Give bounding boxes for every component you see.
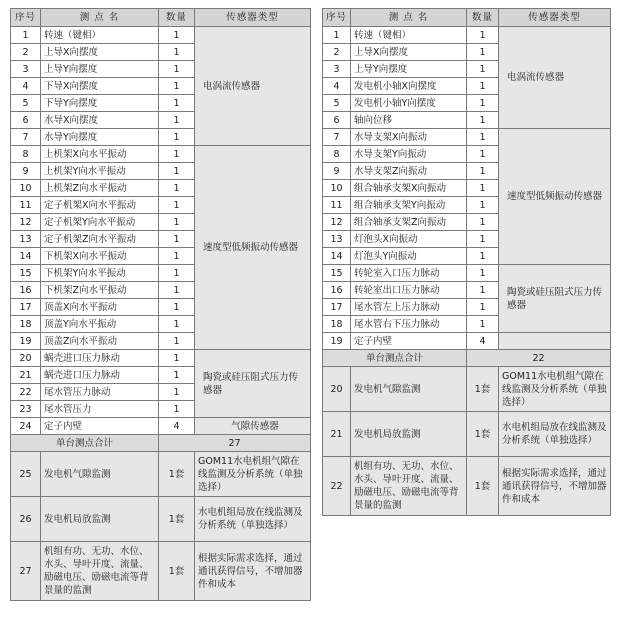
row-no: 23 [11,401,41,418]
header-name: 测 点 名 [41,9,159,27]
row-no: 18 [11,316,41,333]
row-no: 11 [11,197,41,214]
row-no: 5 [323,95,351,112]
row-qty: 1 [159,401,195,418]
system-row [323,367,611,412]
total-value: 22 [467,350,611,367]
row-qty: 1 [159,95,195,112]
row-qty: 1 [159,248,195,265]
row-qty: 1 [159,163,195,180]
header-qty: 数量 [467,9,499,27]
row-no: 22 [323,457,351,516]
row-name: 发电机小轴X向摆度 [351,78,467,95]
row-no: 8 [11,146,41,163]
row-qty: 1 [467,112,499,129]
row-qty: 1 [467,197,499,214]
row-qty: 1 [159,197,195,214]
row-no: 10 [323,180,351,197]
row-qty: 1 [467,265,499,282]
row-qty: 1套 [467,412,499,457]
row-qty: 1 [159,333,195,350]
row-no: 2 [323,44,351,61]
row-name: 定子机架Y向水平振动 [41,214,159,231]
row-name: 上机架Y向水平振动 [41,163,159,180]
row-qty: 1 [467,231,499,248]
table-row [323,129,611,146]
row-name: 组合轴承支架Z向振动 [351,214,467,231]
row-type: GOM11水电机组气隙在线监测及分析系统（单独选择） [499,367,611,412]
header-no: 序号 [323,9,351,27]
header-type: 传感器类型 [195,9,311,27]
row-no: 19 [11,333,41,350]
row-qty: 1 [467,163,499,180]
row-name: 上导X向摆度 [351,44,467,61]
total-label: 单台测点合计 [11,435,159,452]
row-qty: 1 [467,44,499,61]
system-row [11,497,311,542]
left-sensor-table [10,8,311,601]
row-name: 尾水管右下压力脉动 [351,316,467,333]
row-type: 根据实际需求选择，通过通讯获得信号，不增加器件和成本 [195,542,311,601]
row-name: 下导X向摆度 [41,78,159,95]
row-name: 组合轴承支架Y向振动 [351,197,467,214]
row-qty: 1套 [467,457,499,516]
header-name: 测 点 名 [351,9,467,27]
row-name: 水导支架X向振动 [351,129,467,146]
row-name: 上导X向摆度 [41,44,159,61]
sensor-type-group: 电涡流传感器 [499,27,611,129]
total-label: 单台测点合计 [323,350,467,367]
row-qty: 1 [467,282,499,299]
sensor-type-group: 陶瓷或硅压阻式压力传感器 [195,350,311,418]
row-qty: 1 [159,112,195,129]
row-name: 蜗壳进口压力脉动 [41,367,159,384]
row-qty: 1 [159,350,195,367]
system-row [323,457,611,516]
row-no: 16 [323,282,351,299]
row-no: 10 [11,180,41,197]
total-row [11,435,311,452]
row-no: 2 [11,44,41,61]
sensor-type-group: 电涡流传感器 [195,27,311,146]
row-qty: 1 [159,78,195,95]
table-row [323,27,611,44]
row-name: 顶盖X向水平振动 [41,299,159,316]
row-name: 转速（键相） [41,27,159,44]
row-no: 12 [323,214,351,231]
row-no: 5 [11,95,41,112]
sensor-type-group: 速度型低频振动传感器 [195,146,311,350]
total-value: 27 [159,435,311,452]
row-name: 顶盖Y向水平振动 [41,316,159,333]
row-qty: 1 [467,61,499,78]
header-no: 序号 [11,9,41,27]
row-no: 18 [323,316,351,333]
row-no: 13 [11,231,41,248]
row-no: 12 [11,214,41,231]
row-name: 上导Y向摆度 [351,61,467,78]
row-no: 20 [11,350,41,367]
system-row [323,412,611,457]
row-name: 尾水管压力 [41,401,159,418]
row-name: 发电机局放监测 [41,497,159,542]
row-no: 25 [11,452,41,497]
header-row [11,9,311,27]
row-no: 27 [11,542,41,601]
row-type: 水电机组局放在线监测及分析系统（单独选择） [195,497,311,542]
row-name: 水导Y向摆度 [41,129,159,146]
row-qty: 1 [159,316,195,333]
table-row [11,27,311,44]
row-qty: 1 [467,248,499,265]
row-qty: 1 [159,282,195,299]
row-no: 20 [323,367,351,412]
row-qty: 1 [159,129,195,146]
row-name: 转轮室入口压力脉动 [351,265,467,282]
row-name: 灯泡头X向振动 [351,231,467,248]
system-row [11,542,311,601]
row-qty: 1 [467,214,499,231]
sensor-type-group: 气隙传感器 [195,418,311,435]
row-no: 19 [323,333,351,350]
header-row [323,9,611,27]
right-sensor-table [322,8,611,516]
sensor-type-group-empty [499,333,611,350]
row-qty: 1 [467,78,499,95]
row-qty: 1套 [159,497,195,542]
row-no: 21 [323,412,351,457]
row-no: 17 [11,299,41,316]
table-row [11,350,311,367]
row-name: 水导X向摆度 [41,112,159,129]
row-no: 7 [323,129,351,146]
row-no: 9 [323,163,351,180]
row-name: 尾水管压力脉动 [41,384,159,401]
row-no: 13 [323,231,351,248]
row-no: 7 [11,129,41,146]
row-qty: 1 [159,61,195,78]
row-name: 组合轴承支架X向振动 [351,180,467,197]
row-type: 根据实际需求选择，通过通讯获得信号，不增加器件和成本 [499,457,611,516]
row-qty: 1 [159,214,195,231]
table-row [11,418,311,435]
row-name: 上导Y向摆度 [41,61,159,78]
row-name: 轴向位移 [351,112,467,129]
row-qty: 1 [159,367,195,384]
row-no: 11 [323,197,351,214]
row-name: 机组有功、无功、水位、水头、导叶开度、流量、励磁电压、励磁电流等背景量的监测 [41,542,159,601]
sensor-type-group: 陶瓷或硅压阻式压力传感器 [499,265,611,333]
row-no: 14 [11,248,41,265]
row-qty: 1 [159,265,195,282]
sensor-type-group: 速度型低频振动传感器 [499,129,611,265]
row-no: 26 [11,497,41,542]
row-name: 转速（键相） [351,27,467,44]
row-qty: 1套 [159,452,195,497]
row-name: 水导支架Z向振动 [351,163,467,180]
row-no: 3 [11,61,41,78]
table-row [11,146,311,163]
row-name: 定子机架X向水平振动 [41,197,159,214]
row-name: 下机架Y向水平振动 [41,265,159,282]
row-no: 14 [323,248,351,265]
row-qty: 4 [467,333,499,350]
row-no: 15 [323,265,351,282]
row-name: 顶盖Z向水平振动 [41,333,159,350]
row-name: 转轮室出口压力脉动 [351,282,467,299]
row-no: 1 [11,27,41,44]
row-qty: 1 [467,299,499,316]
row-no: 24 [11,418,41,435]
row-name: 发电机气隙监测 [351,367,467,412]
row-no: 3 [323,61,351,78]
row-name: 机组有功、无功、水位、水头、导叶开度、流量、励磁电压、励磁电流等背景量的监测 [351,457,467,516]
row-no: 8 [323,146,351,163]
row-no: 9 [11,163,41,180]
row-qty: 1 [467,95,499,112]
row-qty: 1 [159,180,195,197]
table-row [323,265,611,282]
row-no: 6 [11,112,41,129]
row-no: 21 [11,367,41,384]
system-row [11,452,311,497]
row-name: 定子内壁 [351,333,467,350]
header-type: 传感器类型 [499,9,611,27]
row-no: 1 [323,27,351,44]
row-qty: 4 [159,418,195,435]
row-qty: 1 [467,316,499,333]
row-type: 水电机组局放在线监测及分析系统（单独选择） [499,412,611,457]
row-qty: 1套 [159,542,195,601]
row-qty: 1 [467,180,499,197]
row-no: 16 [11,282,41,299]
row-qty: 1 [159,231,195,248]
row-qty: 1 [467,27,499,44]
row-name: 尾水管左上压力脉动 [351,299,467,316]
row-name: 下机架X向水平振动 [41,248,159,265]
row-name: 发电机小轴Y向摆度 [351,95,467,112]
row-name: 下导Y向摆度 [41,95,159,112]
row-no: 4 [323,78,351,95]
total-row [323,350,611,367]
row-no: 6 [323,112,351,129]
header-qty: 数量 [159,9,195,27]
row-qty: 1 [159,384,195,401]
row-name: 定子机架Z向水平振动 [41,231,159,248]
row-qty: 1 [159,27,195,44]
row-type: GOM11水电机组气隙在线监测及分析系统（单独选择） [195,452,311,497]
row-name: 上机架Z向水平振动 [41,180,159,197]
row-name: 蜗壳进口压力脉动 [41,350,159,367]
row-qty: 1 [467,129,499,146]
row-qty: 1 [467,146,499,163]
row-no: 17 [323,299,351,316]
row-qty: 1 [159,299,195,316]
table-row [323,333,611,350]
row-name: 下机架Z向水平振动 [41,282,159,299]
row-name: 灯泡头Y向振动 [351,248,467,265]
row-qty: 1 [159,44,195,61]
row-name: 发电机局放监测 [351,412,467,457]
row-no: 4 [11,78,41,95]
row-no: 15 [11,265,41,282]
row-name: 发电机气隙监测 [41,452,159,497]
row-name: 水导支架Y向振动 [351,146,467,163]
row-qty: 1 [159,146,195,163]
row-qty: 1套 [467,367,499,412]
row-name: 上机架X向水平振动 [41,146,159,163]
row-no: 22 [11,384,41,401]
row-name: 定子内壁 [41,418,159,435]
